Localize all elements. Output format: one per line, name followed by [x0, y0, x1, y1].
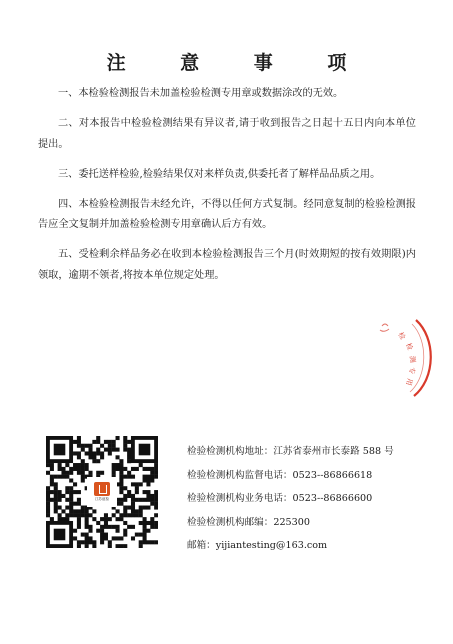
svg-text:测: 测 — [408, 355, 417, 364]
qr-logo — [87, 477, 117, 507]
notice-clauses — [38, 84, 416, 296]
qr-logo-text: 江苏谊检 — [95, 497, 109, 501]
contact-business-phone: 检验检测机构业务电话：0523--86866600 — [187, 493, 373, 504]
contact-postcode: 检验检测机构邮编：225300 — [187, 516, 310, 528]
clause-3: 三、委托送样检验,检验结果仅对来样负责,供委托者了解样品品质之用。 — [58, 168, 381, 180]
svg-text:专: 专 — [407, 366, 416, 375]
contact-email: 邮箱：yijiantesting@163.com — [187, 540, 328, 551]
contact-info — [187, 440, 394, 558]
clause-1: 一、本检验检测报告未加盖检验检测专用章或数据涂改的无效。 — [58, 88, 344, 99]
clause-2: 二、对本报告中检验检测结果有异议者,请于收到报告之日起十五日内向本单位提出。 — [38, 118, 416, 150]
contact-address: 检验检测机构地址：江苏省泰州市长泰路 588 号 — [187, 446, 394, 457]
clause-4: 四、本检验检测报告未经允许，不得以任何方式复制。经同意复制的检验检测报告应全文复制并加盖检验检测专用章确认后方有效。 — [38, 198, 416, 230]
contact-supervision-phone: 检验检测机构监督电话：0523--86866618 — [187, 469, 373, 481]
page-title: 注 意 事 项 — [106, 52, 371, 74]
svg-text:检: 检 — [404, 341, 415, 352]
company-logo-icon — [94, 482, 110, 496]
qr-code — [46, 436, 158, 548]
clause-5: 五、受检剩余样品务必在收到本检验检测报告三个月(时效期短的按有效期限)内领取，逾期不领者,将按本单位规定处理。 — [38, 249, 416, 281]
svg-text:用: 用 — [404, 377, 414, 387]
seal-stamp — [376, 316, 432, 400]
svg-text:检: 检 — [396, 331, 407, 342]
